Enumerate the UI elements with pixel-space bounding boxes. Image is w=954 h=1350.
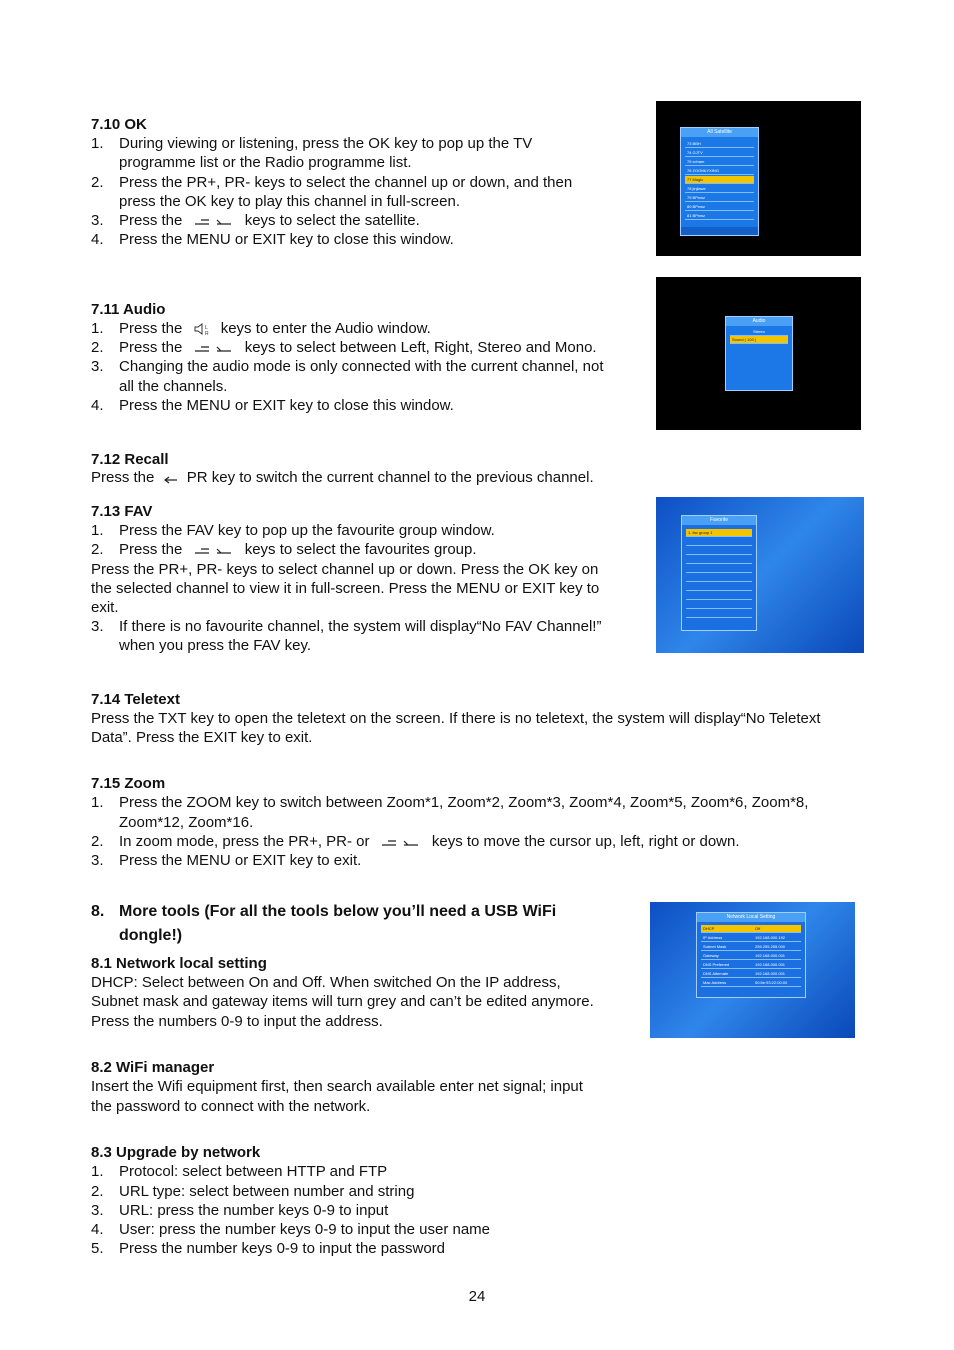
list-text: Press the PR+, PR- keys to select the channel up or down, and then bbox=[119, 174, 573, 191]
list-text: press the OK key to play this channel in full-screen. bbox=[119, 193, 461, 210]
list-number: 1. bbox=[91, 1163, 104, 1180]
list-text: Press the number keys 0-9 to input the password bbox=[119, 1240, 446, 1257]
list-text: keys to select the satellite. bbox=[244, 212, 420, 229]
list-number: 4. bbox=[91, 1221, 104, 1238]
list-text: Press the bbox=[119, 320, 183, 337]
network-setting-label: Gateway bbox=[703, 953, 719, 958]
screen-row: Stereo bbox=[730, 328, 788, 336]
list-number: 2. bbox=[91, 833, 104, 850]
section-title-7-11: 7.11 Audio bbox=[91, 301, 166, 318]
recall-key-icon bbox=[163, 472, 179, 484]
screen-row: 78 jinjiawe bbox=[685, 185, 754, 193]
list-number: 2. bbox=[91, 1183, 104, 1200]
screen-row: 79 BPnwz bbox=[685, 194, 754, 202]
left-right-arrow-keys-icon bbox=[193, 215, 235, 227]
chapter-number: 8. bbox=[91, 903, 105, 920]
screen-title: Favorite bbox=[682, 516, 756, 525]
screen-row-selected: 1. fav group 1 bbox=[686, 529, 752, 537]
network-setting-row bbox=[701, 934, 801, 942]
screen-row-selected: Sound ( 100 ) bbox=[730, 336, 788, 344]
svg-text:L: L bbox=[204, 325, 208, 332]
network-setting-label: Subnet Mask bbox=[703, 944, 727, 949]
screen-row: 76 ZOOMLYXING bbox=[685, 167, 754, 175]
list-number: 2. bbox=[91, 174, 104, 191]
list-number: 3. bbox=[91, 358, 104, 375]
network-setting-value: 192.168.000.001 bbox=[755, 962, 786, 967]
section-title-7-12: 7.12 Recall bbox=[91, 451, 169, 468]
network-setting-label: IP Address bbox=[703, 935, 723, 940]
list-text: Press the MENU or EXIT key to close this window. bbox=[119, 397, 454, 414]
network-setting-value: 00:5e:93:22:00:00 bbox=[755, 980, 788, 985]
paragraph-text: Insert the Wifi equipment first, then search available enter net signal; input bbox=[91, 1078, 583, 1095]
screen-title: All Satellite bbox=[681, 128, 758, 137]
page-number: 24 bbox=[468, 1288, 486, 1305]
section-title-8-2: 8.2 WiFi manager bbox=[91, 1059, 215, 1076]
paragraph-text: Data”. Press the EXIT key to exit. bbox=[91, 729, 313, 746]
list-text: Zoom*12, Zoom*16. bbox=[119, 814, 254, 831]
section-title-8-3: 8.3 Upgrade by network bbox=[91, 1144, 261, 1161]
network-setting-screenshot bbox=[650, 902, 855, 1038]
list-text: Press the ZOOM key to switch between Zoom*1, Zoom*2, Zoom*3, Zoom*4, Zoom*5, Zoom*6, Zoom*8, bbox=[119, 794, 809, 811]
favorite-window-screenshot bbox=[656, 497, 864, 653]
satellite-list-screenshot bbox=[656, 101, 861, 256]
network-setting-label: DNS Preferred bbox=[703, 962, 730, 967]
paragraph-text: the password to connect with the network. bbox=[91, 1098, 371, 1115]
network-setting-label: DNS Alternate bbox=[703, 971, 729, 976]
list-text: In zoom mode, press the PR+, PR- or bbox=[119, 833, 370, 850]
list-text: Press the bbox=[119, 212, 183, 229]
paragraph-text: exit. bbox=[91, 599, 119, 616]
list-text: URL type: select between number and string bbox=[119, 1183, 415, 1200]
list-number: 4. bbox=[91, 231, 104, 248]
network-setting-row bbox=[701, 961, 801, 969]
list-text: keys to select the favourites group. bbox=[244, 541, 477, 558]
screen-row: 80 BPnwz bbox=[685, 203, 754, 211]
list-text: keys to move the cursor up, left, right or down. bbox=[431, 833, 740, 850]
list-text: User: press the number keys 0-9 to input the user name bbox=[119, 1221, 491, 1238]
screen-row: 73 BBH bbox=[685, 140, 754, 148]
list-text: when you press the FAV key. bbox=[119, 637, 312, 654]
network-setting-value: 192.168.000.192 bbox=[755, 935, 786, 940]
list-text: all the channels. bbox=[119, 378, 228, 395]
screen-row: 75 xcham bbox=[685, 158, 754, 166]
network-setting-row bbox=[701, 970, 801, 978]
list-text: Protocol: select between HTTP and FTP bbox=[119, 1163, 388, 1180]
paragraph-text: Press the PR+, PR- keys to select channel up or down. Press the OK key on bbox=[91, 561, 599, 578]
left-right-arrow-keys-icon bbox=[193, 342, 235, 354]
paragraph-text: Press the numbers 0-9 to input the address. bbox=[91, 1013, 383, 1030]
paragraph-text: Press the TXT key to open the teletext on the screen. If there is no teletext, the system will display“No Teletext bbox=[91, 710, 821, 727]
list-number: 1. bbox=[91, 320, 104, 337]
screen-title: Network Local Setting bbox=[697, 913, 805, 922]
network-setting-row bbox=[701, 925, 801, 933]
svg-text:R: R bbox=[204, 331, 209, 337]
list-number: 1. bbox=[91, 794, 104, 811]
paragraph-text: Press the bbox=[91, 469, 155, 486]
list-number: 3. bbox=[91, 1202, 104, 1219]
list-text: keys to select between Left, Right, Stereo and Mono. bbox=[244, 339, 597, 356]
list-number: 2. bbox=[91, 541, 104, 558]
list-number: 4. bbox=[91, 397, 104, 414]
paragraph-text: the selected channel to view it in full-screen. Press the MENU or EXIT key to bbox=[91, 580, 600, 597]
network-setting-label: Mac Address bbox=[703, 980, 727, 985]
section-title-7-10: 7.10 OK bbox=[91, 116, 147, 133]
network-setting-value: Off bbox=[755, 926, 761, 931]
list-text: Press the bbox=[119, 541, 183, 558]
list-text: If there is no favourite channel, the system will display“No FAV Channel!” bbox=[119, 618, 602, 635]
screen-title: Audio bbox=[726, 317, 792, 326]
section-title-8-1: 8.1 Network local setting bbox=[91, 955, 267, 972]
list-text: Press the MENU or EXIT key to exit. bbox=[119, 852, 362, 869]
list-number: 5. bbox=[91, 1240, 104, 1257]
section-title-7-13: 7.13 FAV bbox=[91, 503, 153, 520]
section-title-7-15: 7.15 Zoom bbox=[91, 775, 166, 792]
chapter-title: More tools (For all the tools below you’ll need a USB WiFi bbox=[119, 903, 557, 920]
paragraph-text: Subnet mask and gateway items will turn grey and can’t be edited anymore. bbox=[91, 993, 594, 1010]
network-setting-value: 255.255.255.000 bbox=[755, 944, 786, 949]
chapter-title: dongle!) bbox=[119, 927, 183, 944]
list-text: Press the bbox=[119, 339, 183, 356]
list-text: During viewing or listening, press the OK key to pop up the TV bbox=[119, 135, 533, 152]
paragraph-text: PR key to switch the current channel to the previous channel. bbox=[186, 469, 594, 486]
audio-window-screenshot bbox=[656, 277, 861, 430]
audio-key-icon bbox=[191, 322, 213, 336]
list-number: 3. bbox=[91, 618, 104, 635]
screen-row: 81 BPnwz bbox=[685, 212, 754, 220]
list-number: 3. bbox=[91, 212, 104, 229]
list-text: keys to enter the Audio window. bbox=[220, 320, 431, 337]
network-setting-row bbox=[701, 952, 801, 960]
list-text: URL: press the number keys 0-9 to input bbox=[119, 1202, 389, 1219]
network-setting-row bbox=[701, 979, 801, 987]
list-text: Press the FAV key to pop up the favourite group window. bbox=[119, 522, 495, 539]
network-setting-row bbox=[701, 943, 801, 951]
list-text: programme list or the Radio programme list. bbox=[119, 154, 412, 171]
section-title-7-14: 7.14 Teletext bbox=[91, 691, 180, 708]
network-setting-value: 192.168.000.001 bbox=[755, 971, 786, 976]
screen-row: 74 GJTV bbox=[685, 149, 754, 157]
list-text: Changing the audio mode is only connected with the current channel, not bbox=[119, 358, 604, 375]
screen-row-selected: 77 Magic bbox=[685, 176, 754, 184]
network-setting-label: DHCP bbox=[703, 926, 715, 931]
left-right-arrow-keys-icon bbox=[193, 544, 235, 556]
network-setting-value: 192.168.000.001 bbox=[755, 953, 786, 958]
list-number: 3. bbox=[91, 852, 104, 869]
paragraph-text: DHCP: Select between On and Off. When switched On the IP address, bbox=[91, 974, 561, 991]
list-text: Press the MENU or EXIT key to close this window. bbox=[119, 231, 454, 248]
left-right-arrow-keys-icon bbox=[380, 836, 422, 848]
list-number: 1. bbox=[91, 522, 104, 539]
list-number: 1. bbox=[91, 135, 104, 152]
list-number: 2. bbox=[91, 339, 104, 356]
